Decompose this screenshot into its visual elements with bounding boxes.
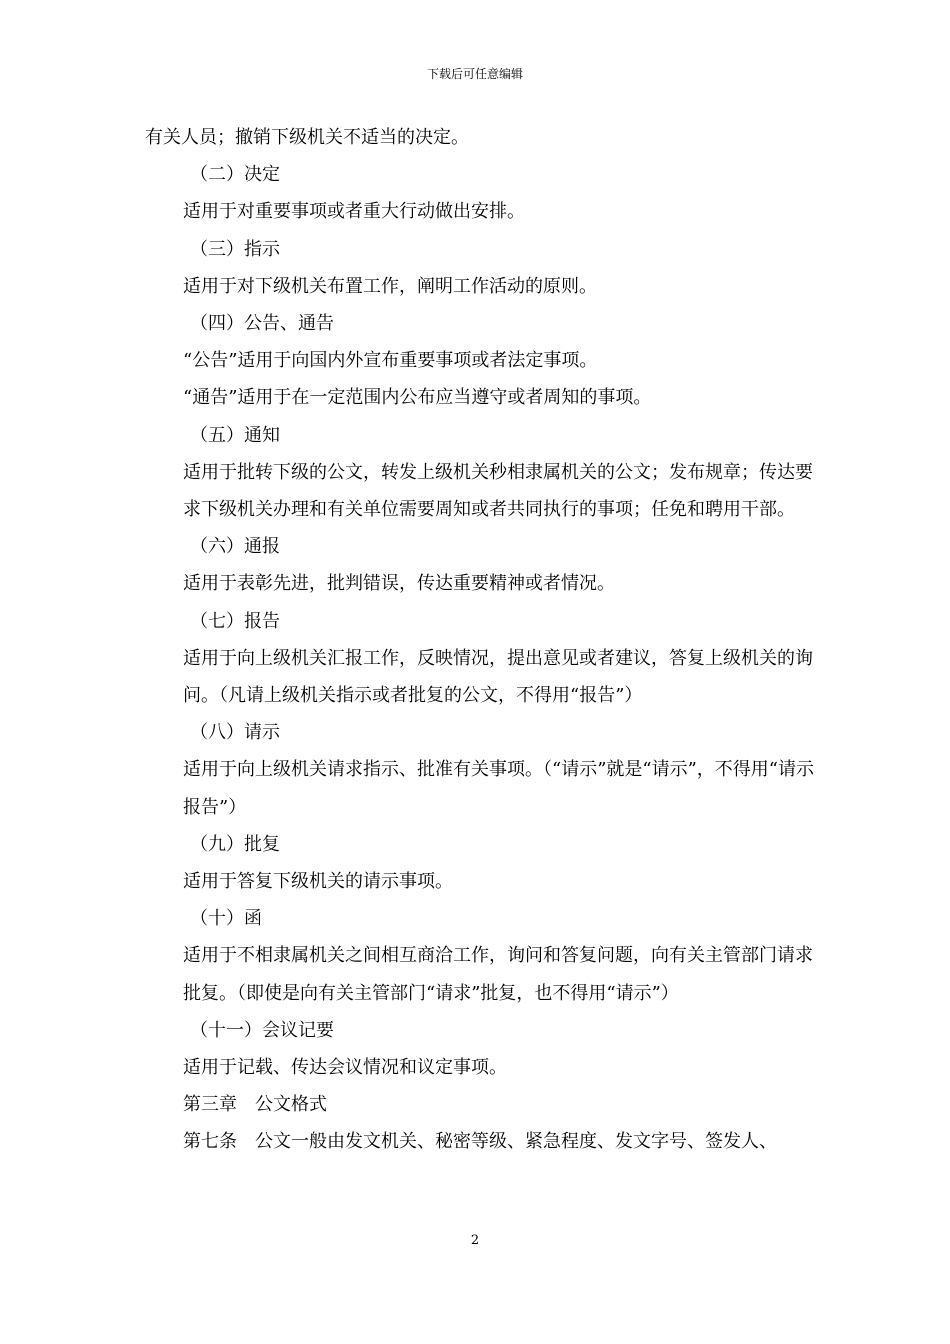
paragraph: 适用于向上级机关请求指示、批准有关事项。（“请示”就是“请示”，不得用“请示报告”）	[183, 759, 815, 818]
page-number: 2	[470, 1233, 480, 1248]
paragraph: 第三章 公文格式	[183, 1094, 327, 1116]
page-header: 下载后可任意编辑	[426, 67, 523, 81]
paragraph: （五）通知	[190, 424, 280, 446]
paragraph: （四）公告、通告	[190, 313, 334, 335]
paragraph: 适用于批转下级的公文，转发上级机关秒相隶属机关的公文；发布规章；传达要求下级机关办理和有关单位需要周知或者共同执行的事项；任免和聘用干部。	[183, 461, 813, 521]
paragraph: （十）函	[190, 908, 262, 930]
paragraph: 适用于表彰先进，批判错误，传达重要精神或者情况。	[183, 573, 615, 595]
paragraph: （三）指示	[190, 238, 280, 260]
paragraph: 适用于对下级机关布置工作，阐明工作活动的原则。	[183, 275, 597, 297]
paragraph: 适用于不相隶属机关之间相互商洽工作，询问和答复问题，向有关主管部门请求批复。（即使是向有关主管部门“请求”批复，也不得用“请示”）	[183, 945, 813, 1004]
paragraph: 适用于向上级机关汇报工作，反映情况，提出意见或者建议，答复上级机关的询问。（凡请上级机关指示或者批复的公文，不得用“报告”）	[183, 647, 813, 707]
paragraph: “通告”适用于在一定范围内公布应当遵守或者周知的事项。	[183, 387, 652, 409]
paragraph: 有关人员；撤销下级机关不适当的决定。	[145, 127, 469, 148]
paragraph: （十一）会议记要	[190, 1019, 334, 1041]
paragraph: “公告”适用于向国内外宣布重要事项或者法定事项。	[183, 350, 598, 372]
paragraph: （九）批复	[190, 833, 280, 855]
paragraph: 适用于记载、传达会议情况和议定事项。	[183, 1057, 507, 1079]
paragraph: （六）通报	[190, 536, 280, 558]
paragraph: 第七条 公文一般由发文机关、秘密等级、紧急程度、发文字号、签发人、	[183, 1131, 777, 1153]
paragraph: （七）报告	[190, 610, 280, 632]
paragraph: （八）请示	[190, 722, 280, 744]
paragraph: 适用于对重要事项或者重大行动做出安排。	[183, 201, 525, 223]
paragraph: （二）决定	[190, 164, 280, 186]
document-body	[145, 119, 821, 1161]
paragraph: 适用于答复下级机关的请示事项。	[183, 871, 453, 893]
